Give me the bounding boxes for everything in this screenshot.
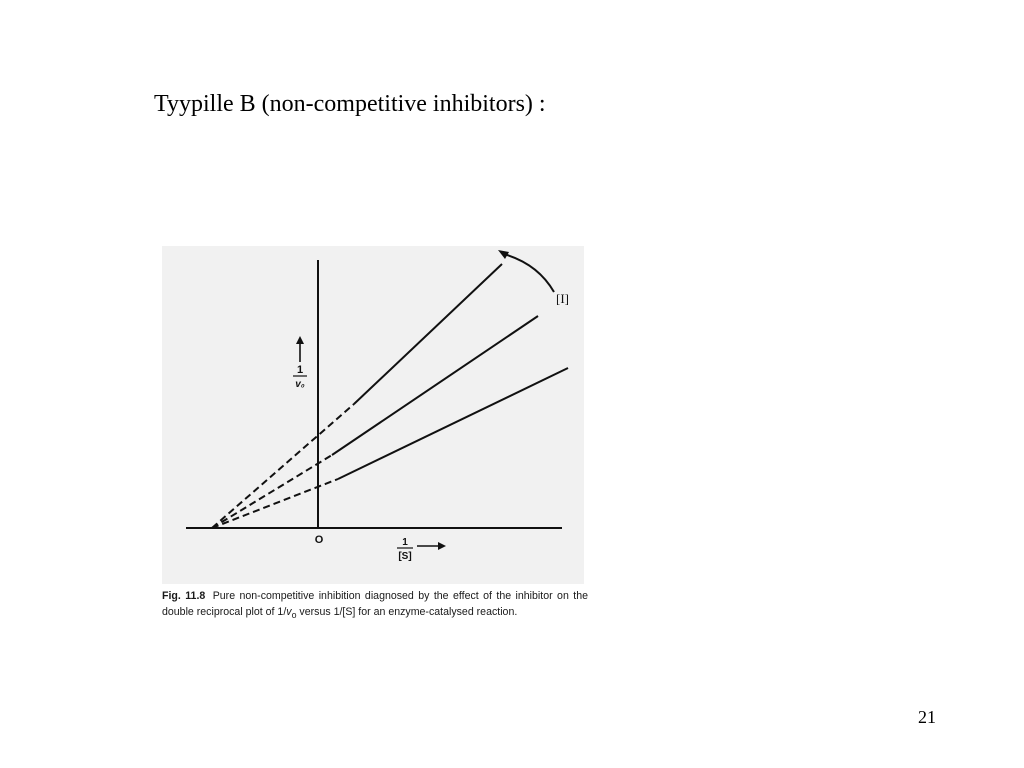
caption-fig-label: Fig. 11.8 (162, 590, 206, 602)
x-label-numerator: 1 (402, 537, 408, 548)
line-mid-dashed (212, 455, 332, 528)
origin-label: O (314, 534, 324, 546)
y-label-arrowhead (296, 336, 304, 344)
inhibitor-arrowhead (498, 250, 509, 259)
figure-scan (162, 246, 584, 584)
caption-text-part1: Pure non-competitive inhibition diagnosed by the effect of the inhibitor on the double reciprocal plot of 1/ (162, 590, 588, 618)
figure-caption (162, 588, 588, 623)
caption-text-v: v (286, 606, 292, 618)
caption-text-part2: versus 1/[S] for an enzyme-catalysed reaction. (296, 606, 518, 618)
line-low-dashed (212, 479, 338, 528)
line-mid (332, 316, 538, 455)
y-label-denominator: v₀ (295, 379, 305, 390)
line-low (338, 368, 568, 479)
line-high (354, 264, 502, 404)
inhibitor-label: [I] (556, 291, 569, 306)
y-label-numerator: 1 (296, 364, 304, 376)
inhibitor-curved-arrow (504, 254, 554, 292)
caption-text-sub: o (291, 610, 297, 621)
lineweaver-burk-plot (162, 246, 584, 584)
x-label-denominator: [S] (398, 551, 412, 562)
x-label-arrowhead (438, 542, 446, 550)
line-high-dashed (212, 404, 354, 528)
slide-title: Tyypille B (non-competitive inhibitors) : (154, 91, 546, 117)
page-number: 21 (918, 707, 936, 727)
